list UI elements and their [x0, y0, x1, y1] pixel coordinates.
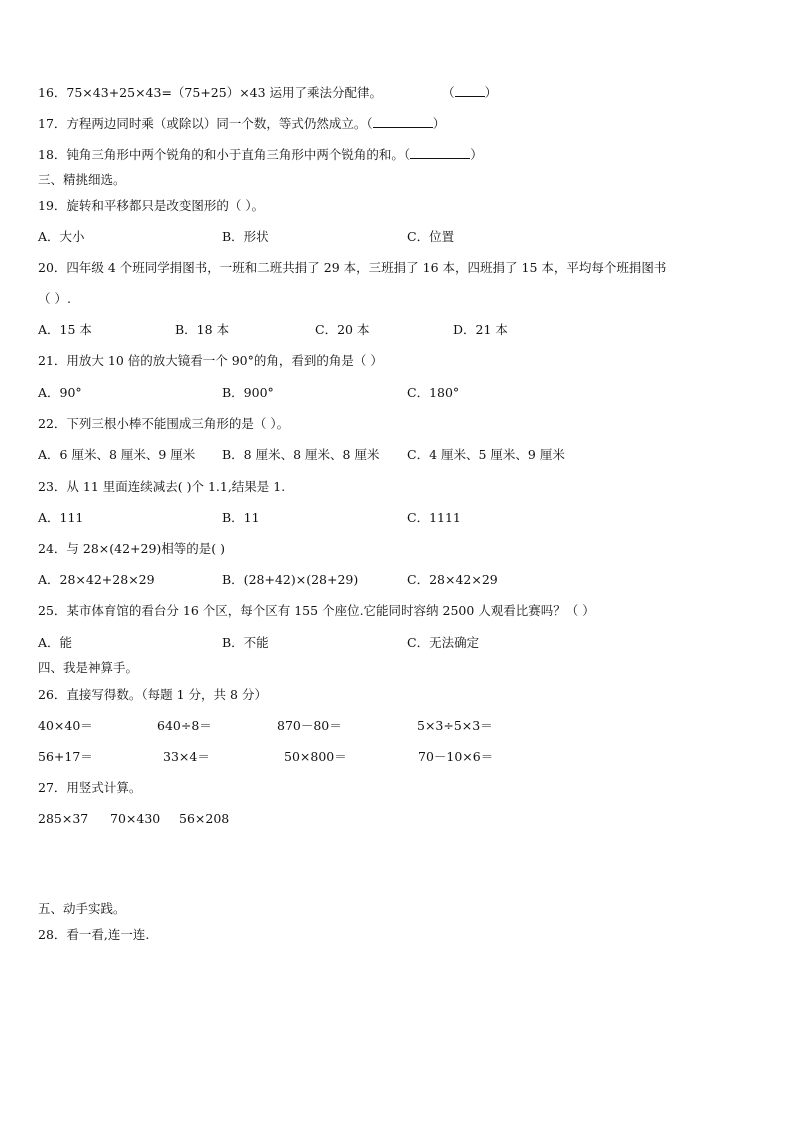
- q26-item-5: 56+17＝: [38, 749, 93, 764]
- question-24: 24．与 28×(42+29)相等的是( ): [38, 541, 226, 556]
- question-25: 25．某市体育馆的看台分 16 个区，每个区有 155 个座位.它能同时容纳 2500 人观看比赛吗？（ ）: [38, 603, 595, 618]
- q27-item-1: 285×37: [38, 811, 89, 826]
- q19-option-a[interactable]: A．大小: [38, 229, 85, 244]
- section-3-heading: 三、精挑细选。: [38, 172, 126, 187]
- section-5-heading: 五、动手实践。: [38, 901, 126, 916]
- q26-item-7: 50×800＝: [284, 749, 347, 764]
- q20-option-b[interactable]: B．18 本: [175, 322, 230, 337]
- q23-option-c[interactable]: C．1111: [407, 510, 461, 525]
- q23-option-a[interactable]: A．111: [38, 510, 84, 525]
- question-18-number: 18．: [38, 147, 67, 162]
- q25-option-c[interactable]: C．无法确定: [407, 635, 480, 650]
- question-20: 20．四年级 4 个班同学捐图书，一班和二班共捐了 29 本，三班捐了 16 本，四班捐了 15 本，平均每个班捐图书: [38, 260, 667, 275]
- q20-option-c[interactable]: C．20 本: [315, 322, 370, 337]
- q21-option-a[interactable]: A．90°: [38, 385, 82, 400]
- q23-option-b[interactable]: B．11: [222, 510, 260, 525]
- q22-option-c[interactable]: C．4 厘米、5 厘米、9 厘米: [407, 447, 565, 462]
- answer-blank-16[interactable]: [455, 84, 485, 97]
- section-4-heading: 四、我是神算手。: [38, 660, 139, 675]
- question-18: 18．钝角三角形中两个锐角的和小于直角三角形中两个锐角的和。（ ）: [38, 147, 483, 162]
- q24-option-a[interactable]: A．28×42+28×29: [38, 572, 155, 587]
- question-17-text: 方程两边同时乘（或除以）同一个数，等式仍然成立。: [66, 116, 367, 131]
- answer-blank-18[interactable]: [410, 146, 470, 159]
- q26-item-1: 40×40＝: [38, 718, 93, 733]
- question-28: 28．看一看,连一连.: [38, 927, 150, 942]
- question-16: 16．75×43+25×43=（75+25）×43 运用了乘法分配律。 （ ）: [38, 85, 498, 100]
- q26-item-8: 70－10×6＝: [418, 749, 494, 764]
- q26-item-3: 870－80＝: [277, 718, 342, 733]
- q25-option-a[interactable]: A．能: [38, 635, 73, 650]
- question-26: 26．直接写得数。（每题 1 分，共 8 分）: [38, 687, 267, 702]
- q24-option-c[interactable]: C．28×42×29: [407, 572, 498, 587]
- answer-blank-17[interactable]: [373, 115, 433, 128]
- q21-option-b[interactable]: B．900°: [222, 385, 274, 400]
- q20-option-d[interactable]: D．21 本: [453, 322, 508, 337]
- q21-option-c[interactable]: C．180°: [407, 385, 460, 400]
- q27-item-2: 70×430: [110, 811, 161, 826]
- q22-option-a[interactable]: A．6 厘米、8 厘米、9 厘米: [38, 447, 196, 462]
- q26-item-6: 33×4＝: [163, 749, 210, 764]
- question-16-text: 75×43+25×43=（75+25）×43 运用了乘法分配律。: [66, 85, 383, 100]
- q24-option-b[interactable]: B．(28+42)×(28+29): [222, 572, 359, 587]
- question-22: 22．下列三根小棒不能围成三角形的是（ ）。: [38, 416, 290, 431]
- q20-option-a[interactable]: A．15 本: [38, 322, 92, 337]
- question-27: 27．用竖式计算。: [38, 780, 142, 795]
- q19-option-b[interactable]: B．形状: [222, 229, 269, 244]
- question-23: 23．从 11 里面连续减去( )个 1.1,结果是 1.: [38, 479, 286, 494]
- question-17: 17．方程两边同时乘（或除以）同一个数，等式仍然成立。（ ）: [38, 116, 446, 131]
- q19-option-c[interactable]: C．位置: [407, 229, 455, 244]
- q26-item-2: 640÷8＝: [157, 718, 212, 733]
- question-20-line2: （ ）.: [38, 291, 71, 306]
- q22-option-b[interactable]: B．8 厘米、8 厘米、8 厘米: [222, 447, 380, 462]
- q26-item-4: 5×3÷5×3＝: [417, 718, 493, 733]
- question-16-number: 16．: [38, 85, 67, 100]
- q25-option-b[interactable]: B．不能: [222, 635, 269, 650]
- question-17-number: 17．: [38, 116, 67, 131]
- question-18-text: 钝角三角形中两个锐角的和小于直角三角形中两个锐角的和。: [66, 147, 404, 162]
- q27-item-3: 56×208: [179, 811, 230, 826]
- question-21: 21．用放大 10 倍的放大镜看一个 90°的角，看到的角是（ ）: [38, 353, 383, 368]
- question-19: 19．旋转和平移都只是改变图形的（ ）。: [38, 198, 265, 213]
